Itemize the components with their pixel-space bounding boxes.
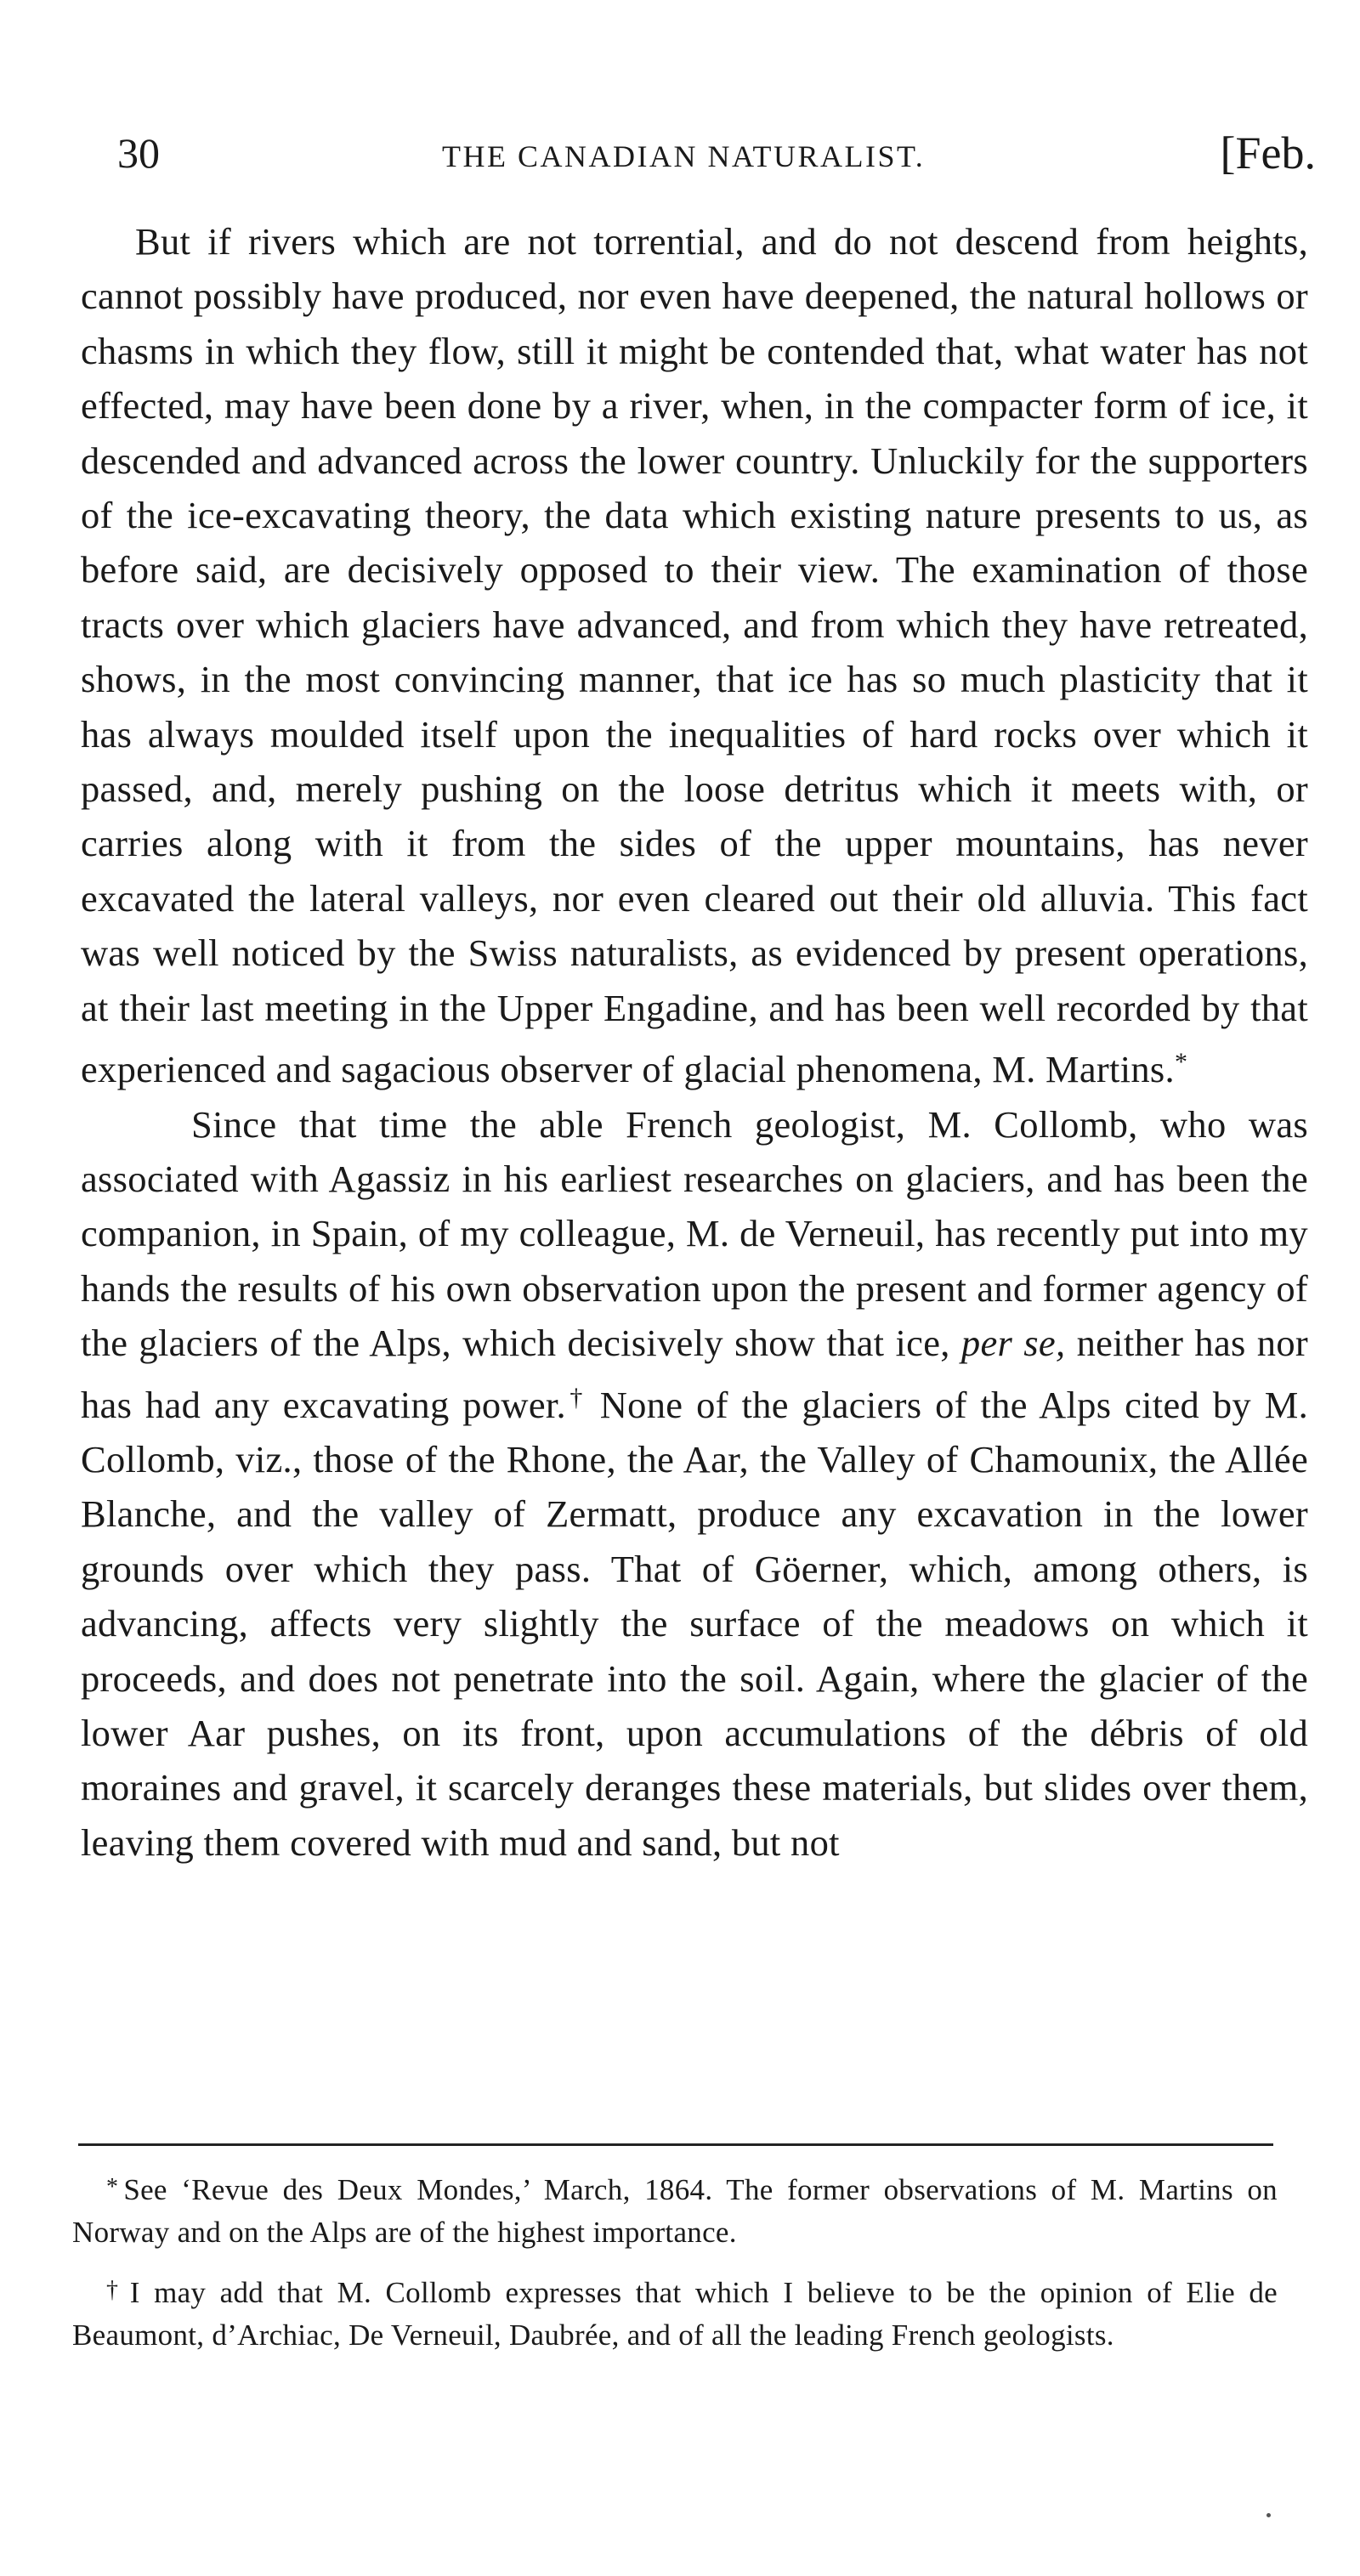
footnote-2	[72, 2269, 1278, 2357]
paragraph-1	[81, 214, 1308, 1097]
footnote-1	[72, 2166, 1278, 2254]
footnote-divider	[78, 2143, 1273, 2146]
running-title: THE CANADIAN NATURALIST.	[442, 139, 926, 173]
footnote-1-marker: *	[106, 2174, 119, 2200]
footnote-2-marker: †	[106, 2277, 125, 2303]
paragraph-2-text-a: Since that time the able French geologist, M. Collomb, who was associated with Agassiz in his earliest researches on glaciers, and has been the companion, in Spain, of my colleague, M. de Verneuil, has recently put into my hands the results of his own observation upon the present and former agency of the glaciers of the Alps, which decisively show that ice,	[81, 1102, 1308, 1365]
footnote-ref-2: †	[565, 1383, 586, 1412]
page-header	[117, 119, 1316, 187]
print-speck	[1266, 2513, 1271, 2517]
footnote-1-text: See ‘Revue des Deux Mondes,’ March, 1864. The former observations of M. Martins on Norway and on the Alps are of the highest importance.	[72, 2173, 1278, 2249]
footnote-ref-1: *	[1174, 1048, 1188, 1077]
issue-mark: [Feb.	[1220, 127, 1316, 178]
paragraph-1-text: But if rivers which are not torrential, and do not descend from heights, cannot possibly have produced, nor even have deepened, the natural hollows or chasms in which they flow, still it might be contended that, what water has not effected, may have been done by a river, when, in the compacter form of ice, it descended and advanced across the lower country. Unluckily for the supporters of the ice-excavating theory, the data which existing nature presents to us, as before said, are decisively opposed to their view. The examination of those tracts over which glaciers have advanced, and from which they have retreated, shows, in the most convincing manner, that ice has so much plasticity that it has always moulded itself upon the inequalities of hard rocks over which it passed, and, merely pushing on the loose detritus which it meets with, or carries along with it from the sides of the upper mountains, has never excavated the lateral valleys, nor even cleared out their old alluvia. This fact was well noticed by the Swiss naturalists, as evidenced by present operations, at their last meeting in the Upper Engadine, and has been well recorded by that experienced and sagacious observer of glacial phenomena, M. Martins.	[81, 220, 1308, 1091]
footnotes	[72, 2166, 1278, 2372]
paragraph-2-text-b: neither has nor has had any excavating power.	[81, 1322, 1309, 1426]
paragraph-2	[81, 1097, 1308, 1871]
footnote-2-text: I may add that M. Collomb expresses that which I believe to be the opinion of Elie de Beaumont, d’Archiac, De Verneuil, Daubrée, and of all the leading French geologists.	[72, 2276, 1278, 2352]
paragraph-2-text-c: None of the glaciers of the Alps cited by M. Collomb, viz., those of the Rhone, the Aar, the Valley of Chamounix, the Allée Blanche, and the valley of Zermatt, produce any excavation in the lower grounds over which they pass. That of Göerner, which, among others, is advancing, affects very slightly the surface of the meadows on which it proceeds, and does not penetrate into the soil. Again, where the glacier of the lower Aar pushes, on its front, upon accumulations of the débris of old moraines and gravel, it scarcely deranges these materials, but slides over them, leaving them covered with mud and sand, but not	[81, 1383, 1308, 1864]
page-number: 30	[117, 129, 160, 177]
paragraph-2-italic: per se,	[960, 1322, 1066, 1365]
body-text	[81, 214, 1308, 1870]
